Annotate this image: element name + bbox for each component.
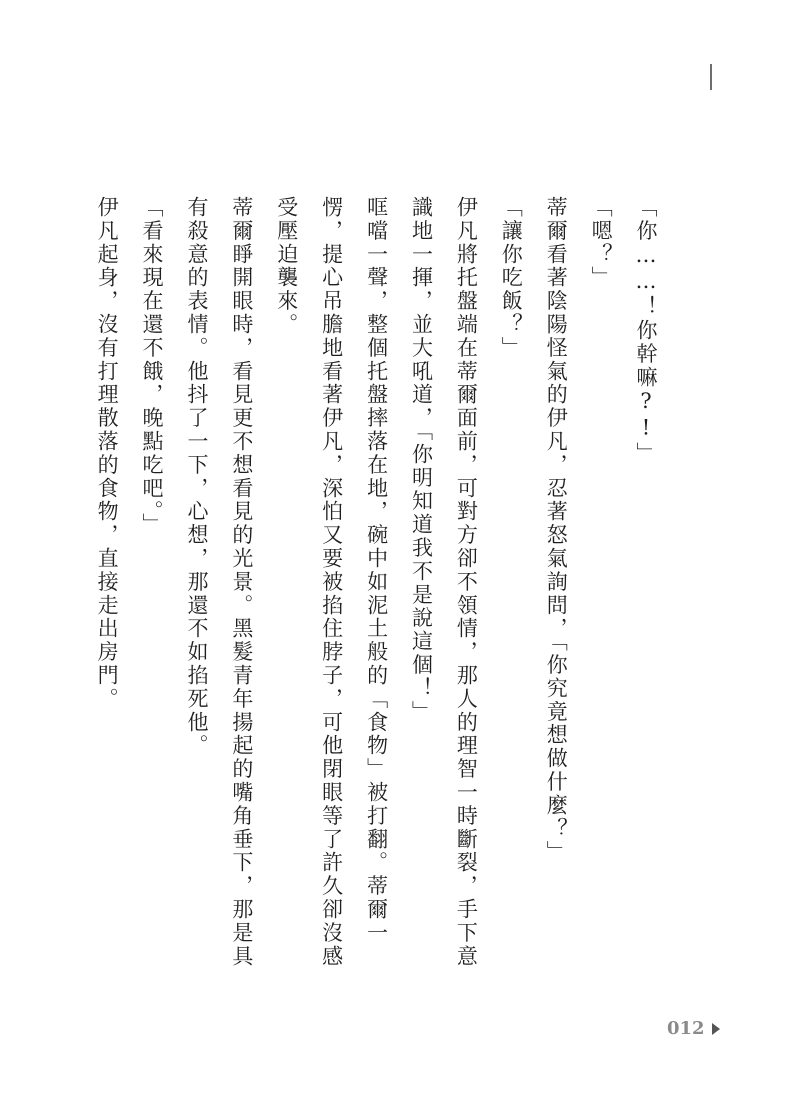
page-footer [667,1018,720,1039]
paragraph: 伊凡將托盤端在蒂爾面前，可對方卻不領情，那人的理智一時斷裂，手下意識地一揮，並大吼道，「你明知道我不是說這個！」 [409,196,479,969]
paragraph: 「嗯？」 [589,196,614,290]
paragraph: 蒂爾看著陰陽怪氣的伊凡，忍著怒氣詢問，「你究竟想做什麼？」 [544,196,569,865]
paragraph: 「讓你吃飯？」 [499,196,524,360]
paragraph: 「你……！你幹嘛?!」 [634,196,658,466]
paragraph: 「看來現在還不餓，晚點吃吧。」 [140,196,165,537]
paragraph: 蒂爾睜開眼時，看見更不想看見的光景。黑髮青年揚起的嘴角垂下，那是具有殺意的表情。他抖了一下，心想，那還不如掐死他。 [184,196,254,969]
body-text [84,196,668,986]
header-divider [710,64,712,90]
paragraph: 哐噹一聲，整個托盤摔落在地，碗中如泥土般的「食物」被打翻。蒂爾一愣，提心吊膽地看著伊凡，深怕又要被掐住脖子，可他閉眼等了許久卻沒感受壓迫襲來。 [274,196,389,969]
page-number: 012 [667,1018,705,1039]
paragraph: 伊凡起身，沒有打理散落的食物，直接走出房門。 [95,196,120,711]
triangle-right-icon [712,1023,720,1035]
